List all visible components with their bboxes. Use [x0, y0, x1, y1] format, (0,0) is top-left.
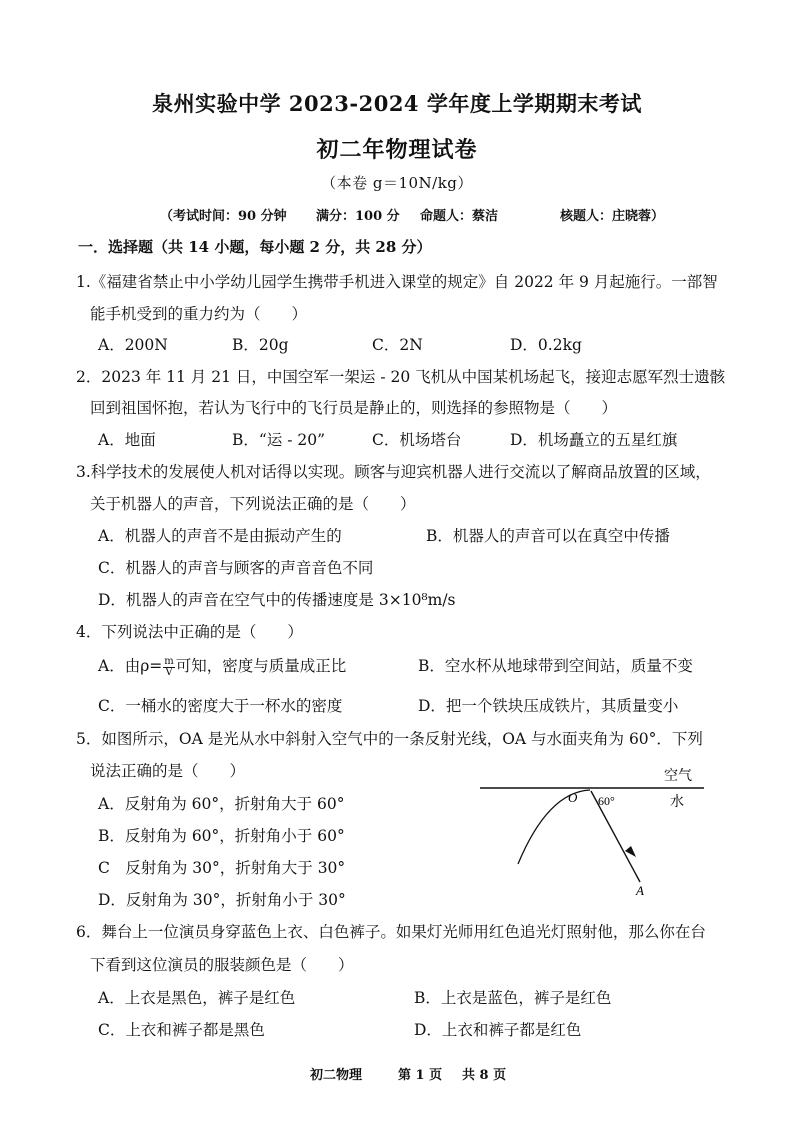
density-formula-prefix: A．由ρ=	[98, 657, 163, 675]
question-6-option-a: A．上衣是黑色，裤子是红色	[98, 989, 296, 1007]
reflection-diagram	[470, 760, 720, 900]
gravity-note: （本卷 g＝10N/kg）	[321, 174, 473, 192]
question-5-option-c: C 反射角为 30°，折射角大于 30°	[98, 859, 346, 877]
question-2-line-2: 回到祖国怀抱，若认为飞行中的飞行员是静止的，则选择的参照物是（ ）	[90, 399, 618, 417]
question-1-line-2: 能手机受到的重力约为（ ）	[90, 305, 308, 323]
ray-arrowhead	[625, 846, 636, 857]
curved-ray	[518, 790, 590, 864]
question-3-option-c: C．机器人的声音与顾客的声音音色不同	[98, 559, 374, 577]
fraction-denominator: V	[165, 666, 173, 678]
question-1-option-b: B．20g	[232, 336, 289, 354]
question-5-line-1: 5．如图所示，OA 是光从水中斜射入空气中的一条反射光线，OA 与水面夹角为 60°．下列	[76, 730, 703, 748]
footer-page-number: 第 1 页	[398, 1068, 443, 1083]
question-4-option-a-text: 可知，密度与质量成正比	[175, 657, 347, 675]
label-air: 空气	[664, 769, 692, 784]
question-3-option-b: B．机器人的声音可以在真空中传播	[426, 527, 670, 545]
question-4-option-c: C．一桶水的密度大于一杯水的密度	[98, 697, 343, 715]
question-3-option-a: A．机器人的声音不是由振动产生的	[98, 527, 342, 545]
density-fraction	[163, 657, 174, 678]
question-5-option-d: D．反射角为 30°，折射角小于 30°	[98, 891, 346, 909]
question-4-option-b: B．空水杯从地球带到空间站，质量不变	[418, 657, 693, 675]
question-4-option-a	[98, 654, 346, 678]
footer-total-pages: 共 8 页	[462, 1068, 507, 1083]
question-1-option-a: A．200N	[98, 336, 168, 354]
question-6-line-2: 下看到这位演员的服装颜色是（ ）	[90, 956, 354, 974]
question-4-option-d: D．把一个铁块压成铁片，其质量变小	[418, 697, 679, 715]
question-1-line-1: 1.《福建省禁止中小学幼儿园学生携带手机进入课堂的规定》自 2022 年 9 月起施行。一部智	[76, 273, 718, 291]
label-point-o: O	[568, 790, 578, 805]
question-5-option-a: A．反射角为 60°，折射角大于 60°	[98, 795, 345, 813]
question-1-option-c: C．2N	[372, 336, 423, 354]
question-3-line-1: 3.科学技术的发展使人机对话得以实现。顾客与迎宾机器人进行交流以了解商品放置的区域，	[76, 463, 711, 481]
exam-title: 泉州实验中学 2023-2024 学年度上学期期末考试	[152, 91, 642, 116]
label-point-a: A	[636, 883, 644, 898]
question-2-line-1: 2．2023 年 11 月 21 日，中国空军一架运 - 20 飞机从中国某机场起飞，接迎志愿军烈士遗骸	[76, 368, 726, 386]
question-2-option-d: D．机场矗立的五星红旗	[510, 431, 678, 449]
question-6-option-d: D．上衣和裤子都是红色	[414, 1021, 582, 1039]
fraction-numerator: m	[164, 655, 174, 667]
setter: 命题人：蔡洁	[420, 209, 499, 224]
reviewer: 核题人：庄晓蓉）	[560, 209, 665, 224]
exam-subtitle: 初二年物理试卷	[316, 137, 478, 163]
question-6-option-c: C．上衣和裤子都是黑色	[98, 1021, 265, 1039]
question-2-option-c: C．机场塔台	[372, 431, 462, 449]
question-2-option-a: A．地面	[98, 431, 156, 449]
footer-subject: 初二物理	[310, 1068, 363, 1083]
question-6-option-b: B．上衣是蓝色，裤子是红色	[414, 989, 612, 1007]
question-5-line-2: 说法正确的是（ ）	[90, 762, 246, 780]
question-4-line-1: 4．下列说法中正确的是（ ）	[76, 623, 303, 641]
question-2-option-b: B．“运 - 20”	[232, 431, 326, 449]
full-score: 满分：100 分	[316, 209, 400, 224]
question-3-option-d: D．机器人的声音在空气中的传播速度是 3×10⁸m/s	[98, 591, 456, 609]
exam-time: （考试时间：90 分钟	[160, 209, 287, 224]
question-1-option-d: D．0.2kg	[510, 336, 582, 354]
question-3-line-2: 关于机器人的声音，下列说法正确的是（ ）	[90, 495, 416, 513]
label-angle: 60°	[598, 794, 615, 808]
section-heading: 一．选择题（共 14 小题，每小题 2 分，共 28 分）	[78, 238, 432, 256]
question-6-line-1: 6．舞台上一位演员身穿蓝色上衣、白色裤子。如果灯光师用红色追光灯照射他，那么你在台	[76, 923, 706, 941]
question-5-option-b: B．反射角为 60°，折射角小于 60°	[98, 827, 345, 845]
label-water: 水	[670, 795, 684, 810]
